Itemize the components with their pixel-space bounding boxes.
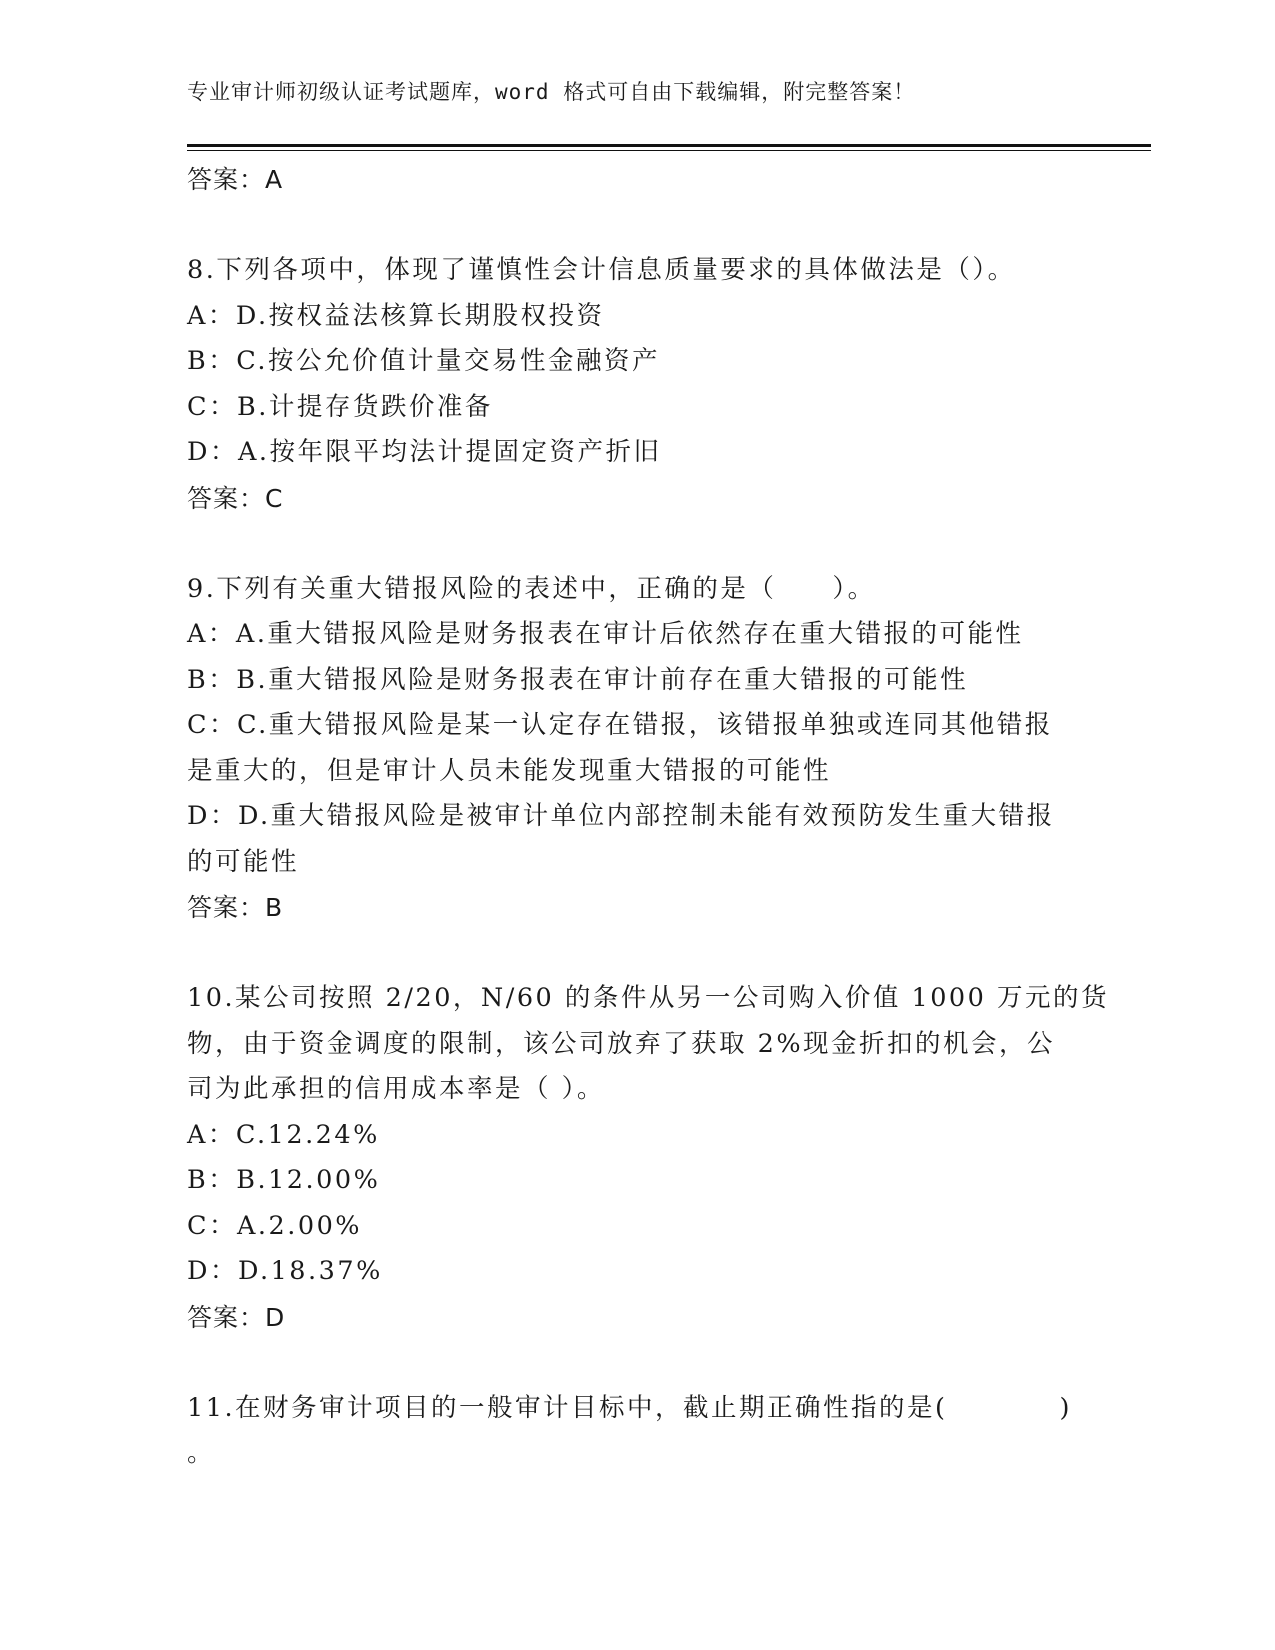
- spacer: [187, 1340, 1087, 1386]
- option-b: B：B.重大错报风险是财务报表在审计前存在重大错报的可能性: [187, 664, 969, 695]
- spacer: [187, 931, 1087, 977]
- option-c: C：B.计提存货跌价准备: [187, 391, 493, 422]
- spacer: [187, 521, 1087, 567]
- previous-answer: 答案：A: [187, 165, 284, 194]
- option-b: B：B.12.00%: [187, 1165, 381, 1195]
- answer-label: 答案：C: [187, 483, 284, 513]
- question-stem-continued: 物，由于资金调度的限制，该公司放弃了获取 2%现金折扣的机会，公: [187, 1028, 1056, 1059]
- question-stem: 9.下列有关重大错报风险的表述中，正确的是（ ）。: [187, 573, 876, 604]
- question-stem-continued: 司为此承担的信用成本率是（ ）。: [187, 1074, 605, 1104]
- page-header: 专业审计师初级认证考试题库，word 格式可自由下载编辑，附完整答案！: [187, 80, 916, 104]
- option-b: B：C.按公允价值计量交易性金融资产: [187, 346, 660, 376]
- answer-label: 答案：B: [187, 893, 284, 922]
- spacer: [187, 203, 1087, 249]
- question-list: [187, 157, 1109, 1477]
- question-9: [187, 567, 1087, 931]
- question-11: [187, 1386, 1087, 1477]
- header-rule-thin: [187, 150, 1151, 151]
- option-a: A：C.12.24%: [187, 1119, 380, 1150]
- question-stem: 10.某公司按照 2/20，N/60 的条件从另一公司购入价值 1000 万元的货: [187, 983, 1109, 1013]
- option-c: C：C.重大错报风险是某一认定存在错报，该错报单独或连同其他错报: [187, 710, 1053, 740]
- option-d: D：A.按年限平均法计提固定资产折旧: [187, 437, 662, 467]
- question-stem: 8.下列各项中，体现了谨慎性会计信息质量要求的具体做法是（）。: [187, 255, 1016, 285]
- option-a: A：D.按权益法核算长期股权投资: [187, 300, 605, 331]
- question-10: [187, 976, 1109, 1340]
- header-rule-thick: [187, 144, 1151, 147]
- option-d: D：D.重大错报风险是被审计单位内部控制未能有效预防发生重大错报: [187, 801, 1055, 831]
- question-stem-continued: 。: [187, 1438, 216, 1468]
- option-c: C：A.2.00%: [187, 1210, 363, 1241]
- question-8: [187, 248, 1087, 521]
- option-a: A：A.重大错报风险是财务报表在审计后依然存在重大错报的可能性: [187, 619, 1024, 649]
- option-d-continued: 的可能性: [187, 846, 300, 877]
- option-d: D：D.18.37%: [187, 1256, 383, 1286]
- answer-label: 答案：D: [187, 1302, 286, 1332]
- question-stem: 11.在财务审计项目的一般审计目标中，截止期正确性指的是( ): [187, 1392, 1072, 1423]
- option-c-continued: 是重大的，但是审计人员未能发现重大错报的可能性: [187, 755, 832, 786]
